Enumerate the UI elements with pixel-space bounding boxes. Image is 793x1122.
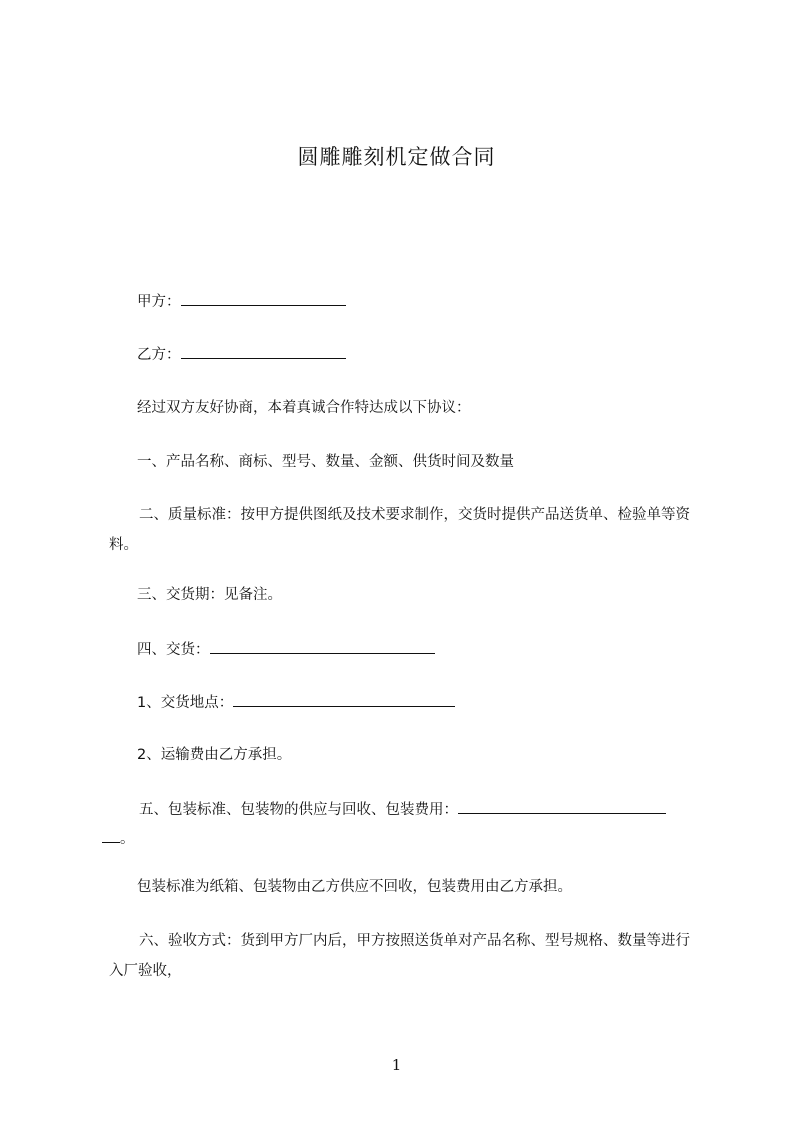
intro-paragraph: 经过双方友好协商，本着真诚合作特达成以下协议： [137,400,471,416]
clause-4-1-label: 1、交货地点： [137,695,234,711]
clause-2: 二、质量标准：按甲方提供图纸及技术要求制作，交货时提供产品送货单、检验单等资料。 [109,507,690,553]
clause-4-label: 四、交货： [137,642,210,658]
party-a-blank [181,291,346,306]
clause-5-end: 。 [120,831,135,847]
clause-5-line [139,799,666,820]
delivery-location-blank [233,692,455,707]
clause-4-blank [210,639,435,654]
party-a-label: 甲方： [137,294,181,310]
clause-4-line [137,639,435,660]
contract-title: 圆雕雕刻机定做合同 [297,145,496,169]
party-b-label: 乙方： [137,347,181,363]
clause-5-label: 五、包装标准、包装物的供应与回收、包装费用： [139,802,458,818]
clause-3: 三、交货期：见备注。 [137,587,282,603]
clause-5-detail: 包装标准为纸箱、包装物由乙方供应不回收，包装费用由乙方承担。 [137,879,572,895]
party-a-line [137,291,346,312]
clause-4-2: 2、运输费由乙方承担。 [137,747,292,763]
clause-5-blank-continued [102,828,120,843]
clause-1: 一、产品名称、商标、型号、数量、金额、供货时间及数量 [137,454,514,470]
clause-6: 六、验收方式：货到甲方厂内后，甲方按照送货单对产品名称、型号规格、数量等进行入厂验收， [109,933,690,979]
party-b-line [137,344,346,365]
clause-5-continuation [102,828,135,849]
clause-4-1-line [137,692,455,713]
page-number: 1 [391,1056,402,1074]
party-b-blank [181,344,346,359]
clause-5-blank [458,799,666,814]
